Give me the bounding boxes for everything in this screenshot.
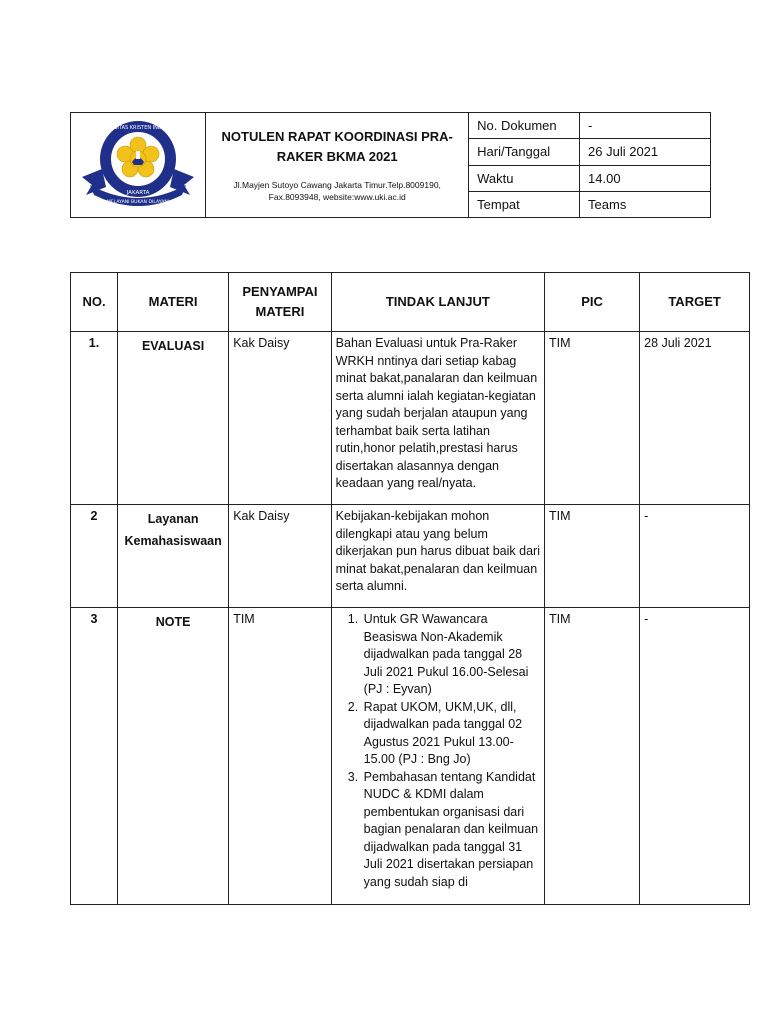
minutes-table xyxy=(70,272,750,905)
header-pic: PIC xyxy=(545,273,640,332)
row-pic: TIM xyxy=(545,608,640,905)
document-title: NOTULEN RAPAT KOORDINASI PRA-RAKER BKMA 2021 xyxy=(221,129,453,164)
header-penyampai-line1: PENYAMPAI xyxy=(242,284,318,299)
row-penyampai: Kak Daisy xyxy=(229,332,331,505)
info-value-waktu: 14.00 xyxy=(580,165,711,191)
row-pic: TIM xyxy=(545,332,640,505)
row-no: 1. xyxy=(71,332,118,505)
table-row xyxy=(71,332,750,505)
svg-text:JAKARTA: JAKARTA xyxy=(126,189,150,196)
info-label-hari-tanggal: Hari/Tanggal xyxy=(469,139,580,165)
header-materi: MATERI xyxy=(118,273,229,332)
row-tindak-lanjut xyxy=(331,608,544,905)
info-value-tempat: Teams xyxy=(580,191,711,217)
document-header-table xyxy=(70,112,711,218)
row-materi: EVALUASI xyxy=(118,332,229,505)
row-materi: Layanan Kemahasiswaan xyxy=(118,505,229,608)
note-item-3: 3. Pembahasan tentang Kandidat NUDC & KDMI dalam pembentukan organisasi dari bagian penalaran dan keilmuan dijadwalkan pada tanggal 31 Juli 2021 disertakan persiapan yang sudah siap di xyxy=(362,769,540,892)
header-penyampai xyxy=(229,273,331,332)
svg-text:UNIVERSITAS KRISTEN INDONESIA: UNIVERSITAS KRISTEN INDONESIA xyxy=(95,124,181,131)
note-item-2: 2. Rapat UKOM, UKM,UK, dll, dijadwalkan pada tanggal 02 Agustus 2021 Pukul 13.00-15.00 (PJ : Bng Jo) xyxy=(362,699,540,769)
note-item-1: 1. Untuk GR Wawancara Beasiswa Non-Akademik dijadwalkan pada tanggal 28 Juli 2021 Pukul 16.00-Selesai (PJ : Eyvan) xyxy=(362,611,540,699)
address-line-1: Jl.Mayjen Sutoyo Cawang Jakarta Timur.Telp.8009190, xyxy=(233,180,441,190)
row-pic: TIM xyxy=(545,505,640,608)
address-line-2: Fax.8093948, website:www.uki.ac.id xyxy=(268,192,406,202)
row-materi: NOTE xyxy=(118,608,229,905)
row-target: 28 Juli 2021 xyxy=(640,332,750,505)
uki-seal-logo-icon xyxy=(76,115,200,211)
header-no: NO. xyxy=(71,273,118,332)
row-no: 3 xyxy=(71,608,118,905)
svg-text:MELAYANI BUKAN DILAYANI: MELAYANI BUKAN DILAYANI xyxy=(106,199,170,205)
row-penyampai: Kak Daisy xyxy=(229,505,331,608)
row-tindak-lanjut: Bahan Evaluasi untuk Pra-Raker WRKH nntinya dari setiap kabag minat bakat,panalaran dan keilmuan serta alumni ialah kegiatan-kegiatan yang sudah berjalan ataupun yang terhambat baik serta latihan rutin,honor pelatih,prestasi harus disertakan alasannya dengan keadaan yang real/nyata. xyxy=(331,332,544,505)
header-penyampai-line2: MATERI xyxy=(255,304,305,319)
title-cell xyxy=(206,113,469,218)
info-label-no-dokumen: No. Dokumen xyxy=(469,113,580,139)
header-tindak-lanjut: TINDAK LANJUT xyxy=(331,273,544,332)
info-label-tempat: Tempat xyxy=(469,191,580,217)
row-tindak-lanjut: Kebijakan-kebijakan mohon dilengkapi atau yang belum dikerjakan pun harus dibuat baik dari minat bakat,penalaran dan keilmuan serta alumni. xyxy=(331,505,544,608)
table-header-row xyxy=(71,273,750,332)
info-value-no-dokumen: - xyxy=(580,113,711,139)
logo-cell xyxy=(71,113,206,218)
row-penyampai: TIM xyxy=(229,608,331,905)
row-target: - xyxy=(640,505,750,608)
info-value-hari-tanggal: 26 Juli 2021 xyxy=(580,139,711,165)
table-row xyxy=(71,505,750,608)
note-list xyxy=(336,611,540,891)
table-row xyxy=(71,608,750,905)
row-target: - xyxy=(640,608,750,905)
row-no: 2 xyxy=(71,505,118,608)
header-target: TARGET xyxy=(640,273,750,332)
info-label-waktu: Waktu xyxy=(469,165,580,191)
